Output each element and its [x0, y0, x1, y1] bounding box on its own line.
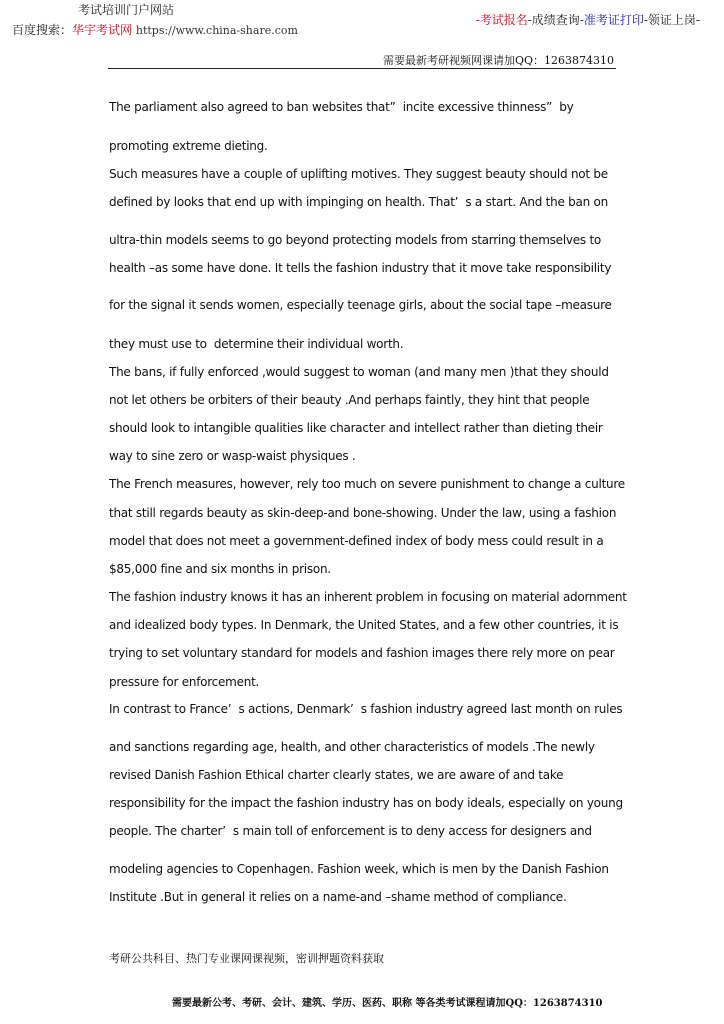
- text-line: trying to set voluntary standard for models and fashion images there rely more on pear: [109, 646, 615, 660]
- text-line: defined by looks that end up with impinging on health. That’ s a start. And the ban on: [109, 195, 608, 209]
- text-line: $85,000 fine and six months in prison.: [109, 562, 331, 576]
- score-query-link[interactable]: -成绩查询: [527, 13, 580, 27]
- search-prefix: 百度搜索：: [12, 23, 73, 37]
- text-line: should look to intangible qualities like character and intellect rather than dieting their: [109, 421, 603, 435]
- course-note: 需要最新考研视频网课请加QQ：1263874310: [382, 54, 614, 67]
- footer-contact: 需要最新公考、考研、会计、建筑、学历、医药、职称 等各类考试课程请加QQ：1263874310: [172, 998, 603, 1009]
- text-line: way to sine zero or wasp-waist physiques .: [109, 449, 356, 463]
- footer-promo: 考研公共科目、热门专业课网课视频，密训押题资料获取: [109, 952, 384, 965]
- site-url-link[interactable]: https://www.china-share.com: [135, 24, 298, 37]
- text-line: health –as some have done. It tells the fashion industry that it move take responsibility: [109, 261, 612, 275]
- text-line: The fashion industry knows it has an inherent problem in focusing on material adornment: [109, 590, 627, 604]
- text-line: and sanctions regarding age, health, and other characteristics of models .The newly: [109, 740, 595, 754]
- text-line: model that does not meet a government-defined index of body mess could result in a: [109, 534, 604, 548]
- text-line: Institute .But in general it relies on a name-and –shame method of compliance.: [109, 890, 567, 904]
- certificate-link[interactable]: -领证上岗-: [643, 13, 700, 27]
- site-name: 考试培训门户网站: [78, 3, 175, 17]
- header-links: [476, 11, 700, 28]
- text-line: promoting extreme dieting.: [109, 139, 268, 153]
- text-line: for the signal it sends women, especially teenage girls, about the social tape –measure: [109, 298, 612, 312]
- text-line: The French measures, however, rely too much on severe punishment to change a culture: [109, 477, 625, 491]
- admission-ticket-link[interactable]: -准考证打印: [579, 13, 644, 27]
- search-keyword-link[interactable]: 华宇考试网: [72, 23, 133, 37]
- search-hint: [12, 21, 298, 38]
- text-line: that still regards beauty as skin-deep-and bone-showing. Under the law, using a fashion: [109, 506, 617, 520]
- text-line: In contrast to France’ s actions, Denmark’ s fashion industry agreed last month on rules: [109, 702, 623, 716]
- text-line: The bans, if fully enforced ,would suggest to woman (and many men )that they should: [109, 365, 609, 379]
- text-line: modeling agencies to Copenhagen. Fashion week, which is men by the Danish Fashion: [109, 862, 609, 876]
- text-line: people. The charter’ s main toll of enforcement is to deny access for designers and: [109, 824, 592, 838]
- header-divider: [108, 68, 616, 69]
- text-line: responsibility for the impact the fashion industry has on body ideals, especially on young: [109, 796, 623, 810]
- text-line: they must use to determine their individual worth.: [109, 337, 404, 351]
- text-line: and idealized body types. In Denmark, the United States, and a few other countries, it is: [109, 618, 619, 632]
- text-line: pressure for enforcement.: [109, 675, 260, 689]
- text-line: Such measures have a couple of uplifting motives. They suggest beauty should not be: [109, 167, 608, 181]
- exam-registration-link[interactable]: -考试报名: [475, 13, 528, 27]
- text-line: ultra-thin models seems to go beyond protecting models from starring themselves to: [109, 233, 601, 247]
- text-line: The parliament also agreed to ban websites that” incite excessive thinness” by: [109, 100, 574, 114]
- text-line: revised Danish Fashion Ethical charter clearly states, we are aware of and take: [109, 768, 564, 782]
- text-line: not let others be orbiters of their beauty .And perhaps faintly, they hint that people: [109, 393, 590, 407]
